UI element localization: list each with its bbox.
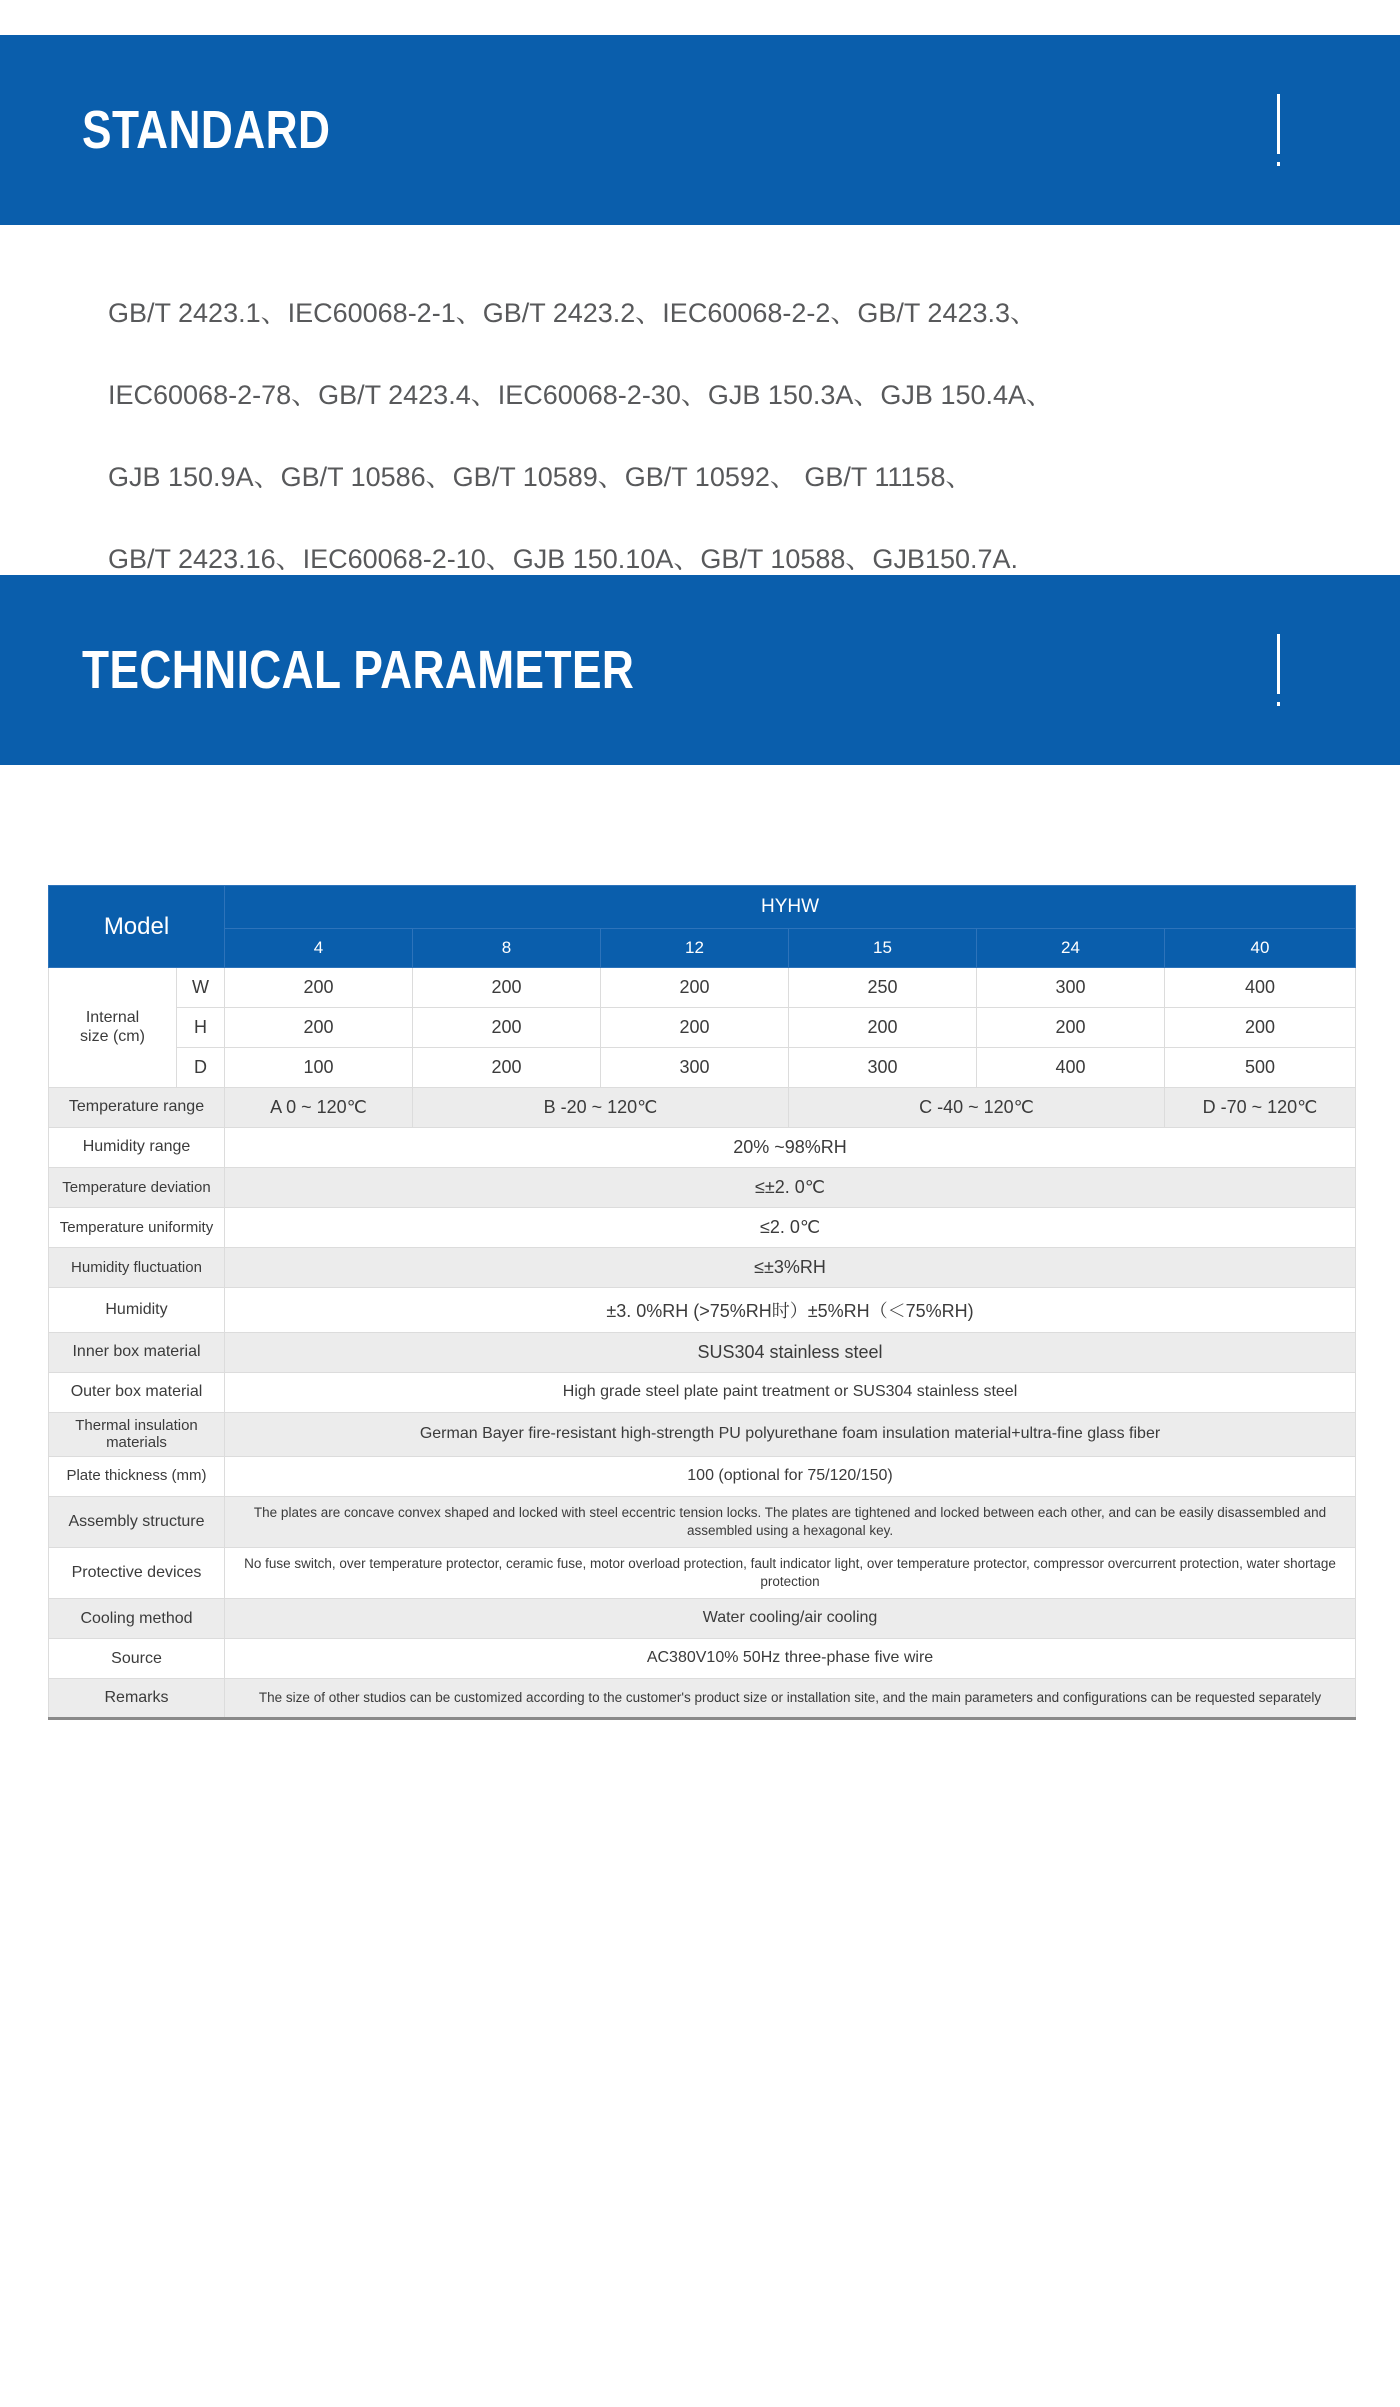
row-value: ≤±2. 0℃ xyxy=(225,1168,1356,1208)
cell-value: 200 xyxy=(413,1048,601,1088)
internal-size-label-line2: size (cm) xyxy=(80,1027,145,1045)
table-row-spec xyxy=(49,1288,1356,1333)
cell-value: 200 xyxy=(601,968,789,1008)
table-row-spec xyxy=(49,1679,1356,1719)
table-row-internal-size-h xyxy=(49,1008,1356,1048)
table-row-spec xyxy=(49,1413,1356,1457)
table-row-spec xyxy=(49,1168,1356,1208)
table-row-spec xyxy=(49,1456,1356,1496)
row-value: No fuse switch, over temperature protector, ceramic fuse, motor overload protection, fault indicator light, over temperature protector, compressor overcurrent protection, water shortage protection xyxy=(225,1547,1356,1598)
cell-temp-option: A 0 ~ 120℃ xyxy=(225,1088,413,1128)
header-model-number: 15 xyxy=(789,929,977,968)
row-value: AC380V10% 50Hz three-phase five wire xyxy=(225,1639,1356,1679)
header-model-number: 24 xyxy=(977,929,1165,968)
row-label: Source xyxy=(49,1639,225,1679)
table-row-internal-size-d xyxy=(49,1048,1356,1088)
header-model-number: 12 xyxy=(601,929,789,968)
row-value: ≤±3%RH xyxy=(225,1248,1356,1288)
row-label: Inner box material xyxy=(49,1333,225,1373)
row-value: 20% ~98%RH xyxy=(225,1128,1356,1168)
row-label: Temperature deviation xyxy=(49,1168,225,1208)
axis-label: H xyxy=(177,1008,225,1048)
table-row-spec xyxy=(49,1496,1356,1547)
cell-value: 400 xyxy=(977,1048,1165,1088)
row-label: Assembly structure xyxy=(49,1496,225,1547)
spacer xyxy=(0,765,1400,885)
standards-text-block xyxy=(0,225,1400,574)
standard-banner-title: STANDARD xyxy=(82,100,331,160)
row-label: Remarks xyxy=(49,1679,225,1719)
cell-temp-option: D -70 ~ 120℃ xyxy=(1165,1088,1356,1128)
cell-value: 400 xyxy=(1165,968,1356,1008)
cell-value: 100 xyxy=(225,1048,413,1088)
technical-banner-title: TECHNICAL PARAMETER xyxy=(82,640,635,700)
table-row-header-models xyxy=(49,929,1356,968)
cell-value: 200 xyxy=(977,1008,1165,1048)
table-row-spec xyxy=(49,1599,1356,1639)
banner-decoration-technical xyxy=(1277,634,1280,706)
cell-value: 200 xyxy=(601,1008,789,1048)
row-label-internal-size xyxy=(49,968,177,1088)
row-value: ≤2. 0℃ xyxy=(225,1208,1356,1248)
axis-label: W xyxy=(177,968,225,1008)
row-value: High grade steel plate paint treatment or SUS304 stainless steel xyxy=(225,1373,1356,1413)
table-row-spec xyxy=(49,1128,1356,1168)
row-label: Humidity xyxy=(49,1288,225,1333)
table-row-header-series xyxy=(49,886,1356,929)
cell-value: 300 xyxy=(977,968,1165,1008)
table-row-spec xyxy=(49,1333,1356,1373)
standard-banner xyxy=(0,35,1400,225)
header-model-number: 40 xyxy=(1165,929,1356,968)
header-model-number: 8 xyxy=(413,929,601,968)
dot-icon xyxy=(1277,162,1280,166)
cell-value: 200 xyxy=(413,968,601,1008)
table-row-temperature-range xyxy=(49,1088,1356,1128)
technical-parameter-banner xyxy=(0,575,1400,765)
dot-icon xyxy=(1277,702,1280,706)
row-label: Temperature uniformity xyxy=(49,1208,225,1248)
row-value: 100 (optional for 75/120/150) xyxy=(225,1456,1356,1496)
header-series-cell: HYHW xyxy=(225,886,1356,929)
technical-parameter-table xyxy=(48,885,1356,1720)
axis-label: D xyxy=(177,1048,225,1088)
cell-value: 200 xyxy=(1165,1008,1356,1048)
row-label: Humidity range xyxy=(49,1128,225,1168)
cell-value: 200 xyxy=(413,1008,601,1048)
standard-line: IEC60068-2-78、GB/T 2423.4、IEC60068-2-30、GJB 150.3A、GJB 150.4A、 xyxy=(108,380,1054,410)
row-label: Outer box material xyxy=(49,1373,225,1413)
technical-parameter-table-wrap xyxy=(0,885,1400,1720)
row-label: Cooling method xyxy=(49,1599,225,1639)
row-label: Protective devices xyxy=(49,1547,225,1598)
table-row-internal-size-w xyxy=(49,968,1356,1008)
cell-value: 200 xyxy=(225,1008,413,1048)
header-model-cell: Model xyxy=(49,886,225,968)
cell-temp-option: C -40 ~ 120℃ xyxy=(789,1088,1165,1128)
row-value: SUS304 stainless steel xyxy=(225,1333,1356,1373)
cell-value: 200 xyxy=(789,1008,977,1048)
row-label: Humidity fluctuation xyxy=(49,1248,225,1288)
table-row-spec xyxy=(49,1248,1356,1288)
internal-size-label-line1: Internal xyxy=(85,1009,140,1027)
row-label: Thermal insulation materials xyxy=(49,1413,225,1457)
row-label: Plate thickness (mm) xyxy=(49,1456,225,1496)
cell-value: 200 xyxy=(225,968,413,1008)
standard-line: GB/T 2423.1、IEC60068-2-1、GB/T 2423.2、IEC60068-2-2、GB/T 2423.3、 xyxy=(108,298,1038,328)
table-row-spec xyxy=(49,1373,1356,1413)
vertical-line-icon xyxy=(1277,634,1280,694)
cell-value: 300 xyxy=(789,1048,977,1088)
header-model-number: 4 xyxy=(225,929,413,968)
cell-value: 300 xyxy=(601,1048,789,1088)
banner-decoration-standard xyxy=(1277,94,1280,166)
cell-value: 250 xyxy=(789,968,977,1008)
table-row-spec xyxy=(49,1208,1356,1248)
row-value: The plates are concave convex shaped and locked with steel eccentric tension locks. The plates are tightened and locked between each other, and can be easily disassembled and assembled using a hexagonal key. xyxy=(225,1496,1356,1547)
table-row-spec xyxy=(49,1547,1356,1598)
standard-line: GJB 150.9A、GB/T 10586、GB/T 10589、GB/T 10592、 GB/T 11158、 xyxy=(108,462,973,492)
cell-value: 500 xyxy=(1165,1048,1356,1088)
row-value: ±3. 0%RH (>75%RH时）±5%RH（＜75%RH) xyxy=(225,1288,1356,1333)
cell-temp-option: B -20 ~ 120℃ xyxy=(413,1088,789,1128)
table-row-spec xyxy=(49,1639,1356,1679)
row-value: German Bayer fire-resistant high-strength PU polyurethane foam insulation material+ultra-fine glass fiber xyxy=(225,1413,1356,1457)
row-value: The size of other studios can be customized according to the customer's product size or installation site, and the main parameters and configurations can be requested separately xyxy=(225,1679,1356,1719)
vertical-line-icon xyxy=(1277,94,1280,154)
row-value: Water cooling/air cooling xyxy=(225,1599,1356,1639)
standard-line: GB/T 2423.16、IEC60068-2-10、GJB 150.10A、GB/T 10588、GJB150.7A. xyxy=(108,544,1019,574)
row-label-temperature-range: Temperature range xyxy=(49,1088,225,1128)
